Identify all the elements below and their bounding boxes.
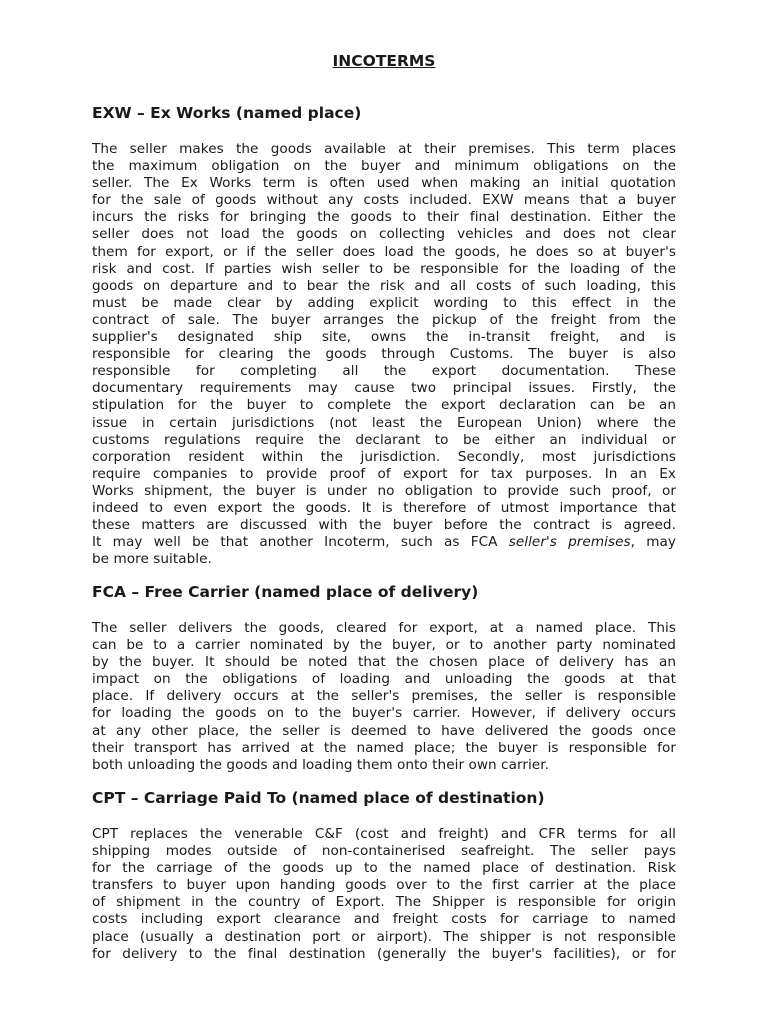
section-body xyxy=(92,620,676,774)
line-tail: , may xyxy=(630,534,676,551)
paragraph-line: shipping modes outside of non-containerised seafreight. The seller pays xyxy=(92,843,676,860)
paragraph-line: seller. The Ex Works term is often used when making an initial quotation xyxy=(92,175,676,192)
paragraph-line: customs regulations require the declarant to be either an individual or xyxy=(92,431,676,448)
paragraph-line: them for export, or if the seller does load the goods, he does so at buyer's xyxy=(92,243,676,260)
italic-phrase: seller's premises xyxy=(508,534,631,551)
paragraph-line: indeed to even export the goods. It is therefore of utmost importance that xyxy=(92,499,676,516)
paragraph-line: place. If delivery occurs at the seller's premises, the seller is responsible xyxy=(92,688,676,705)
section-body xyxy=(92,826,676,963)
paragraph-line: their transport has arrived at the named place; the buyer is responsible for xyxy=(92,739,676,756)
paragraph-line: contract of sale. The buyer arranges the pickup of the freight from the xyxy=(92,311,676,328)
paragraph-line: for loading the goods on to the buyer's carrier. However, if delivery occurs xyxy=(92,705,676,722)
paragraph-line: Works shipment, the buyer is under no obligation to provide such proof, or xyxy=(92,482,676,499)
section-exw xyxy=(92,103,676,568)
paragraph-line: stipulation for the buyer to complete the export declaration can be an xyxy=(92,397,676,414)
paragraph-line: at any other place, the seller is deemed to have delivered the goods once xyxy=(92,722,676,739)
paragraph-line: be more suitable. xyxy=(92,551,212,568)
paragraph-line: impact on the obligations of loading and unloading the goods at that xyxy=(92,671,676,688)
paragraph-line: for the carriage of the goods up to the named place of destination. Risk xyxy=(92,860,676,877)
paragraph-line: costs including export clearance and freight costs for carriage to named xyxy=(92,911,676,928)
paragraph-line: CPT replaces the venerable C&F (cost and freight) and CFR terms for all xyxy=(92,826,676,842)
paragraph-line: for delivery to the final destination (generally the buyer's facilities), or for xyxy=(92,945,676,962)
paragraph-line: The seller delivers the goods, cleared for export, at a named place. This xyxy=(92,620,676,636)
paragraph-line: place (usually a destination port or airport). The shipper is not responsible xyxy=(92,928,676,945)
paragraph-line: risk and cost. If parties wish seller to be responsible for the loading of the xyxy=(92,260,676,277)
paragraph-line: transfers to buyer upon handing goods over to the first carrier at the place xyxy=(92,877,676,894)
section-heading: FCA – Free Carrier (named place of delivery) xyxy=(92,583,479,601)
section-heading: CPT – Carriage Paid To (named place of destination) xyxy=(92,789,545,807)
section-heading: EXW – Ex Works (named place) xyxy=(92,104,362,122)
paragraph-line: can be to a carrier nominated by the buyer, or to another party nominated xyxy=(92,637,676,654)
paragraph-line: of shipment in the country of Export. The Shipper is responsible for origin xyxy=(92,894,676,911)
paragraph-line: The seller makes the goods available at their premises. This term places xyxy=(92,141,676,157)
paragraph-line: goods on departure and to bear the risk and all costs of such loading, this xyxy=(92,277,676,294)
paragraph-line: both unloading the goods and loading them onto their own carrier. xyxy=(92,756,549,773)
paragraph-line: these matters are discussed with the buyer before the contract is agreed. xyxy=(92,517,676,534)
paragraph-line xyxy=(92,534,676,551)
line-text: It may well be that another Incoterm, such as FCA xyxy=(92,534,509,551)
paragraph-line: incurs the risks for bringing the goods to their final destination. Either the xyxy=(92,209,676,226)
document-title: INCOTERMS xyxy=(332,52,436,70)
paragraph-line: for the sale of goods without any costs included. EXW means that a buyer xyxy=(92,192,676,209)
paragraph-line: seller does not load the goods on collecting vehicles and does not clear xyxy=(92,226,676,243)
paragraph-line: documentary requirements may cause two principal issues. Firstly, the xyxy=(92,380,676,397)
section-cpt xyxy=(92,788,676,963)
section-body xyxy=(92,141,676,568)
paragraph-line: the maximum obligation on the buyer and minimum obligations on the xyxy=(92,158,676,175)
paragraph-line: must be made clear by adding explicit wording to this effect in the xyxy=(92,294,676,311)
paragraph-line: by the buyer. It should be noted that the chosen place of delivery has an xyxy=(92,654,676,671)
paragraph-line: responsible for completing all the export documentation. These xyxy=(92,363,676,380)
paragraph-line: responsible for clearing the goods through Customs. The buyer is also xyxy=(92,346,676,363)
section-fca xyxy=(92,582,676,774)
paragraph-line: require companies to provide proof of export for tax purposes. In an Ex xyxy=(92,465,676,482)
paragraph-line: supplier's designated ship site, owns the in-transit freight, and is xyxy=(92,329,676,346)
paragraph-line: corporation resident within the jurisdiction. Secondly, most jurisdictions xyxy=(92,448,676,465)
paragraph-line: issue in certain jurisdictions (not least the European Union) where the xyxy=(92,414,676,431)
